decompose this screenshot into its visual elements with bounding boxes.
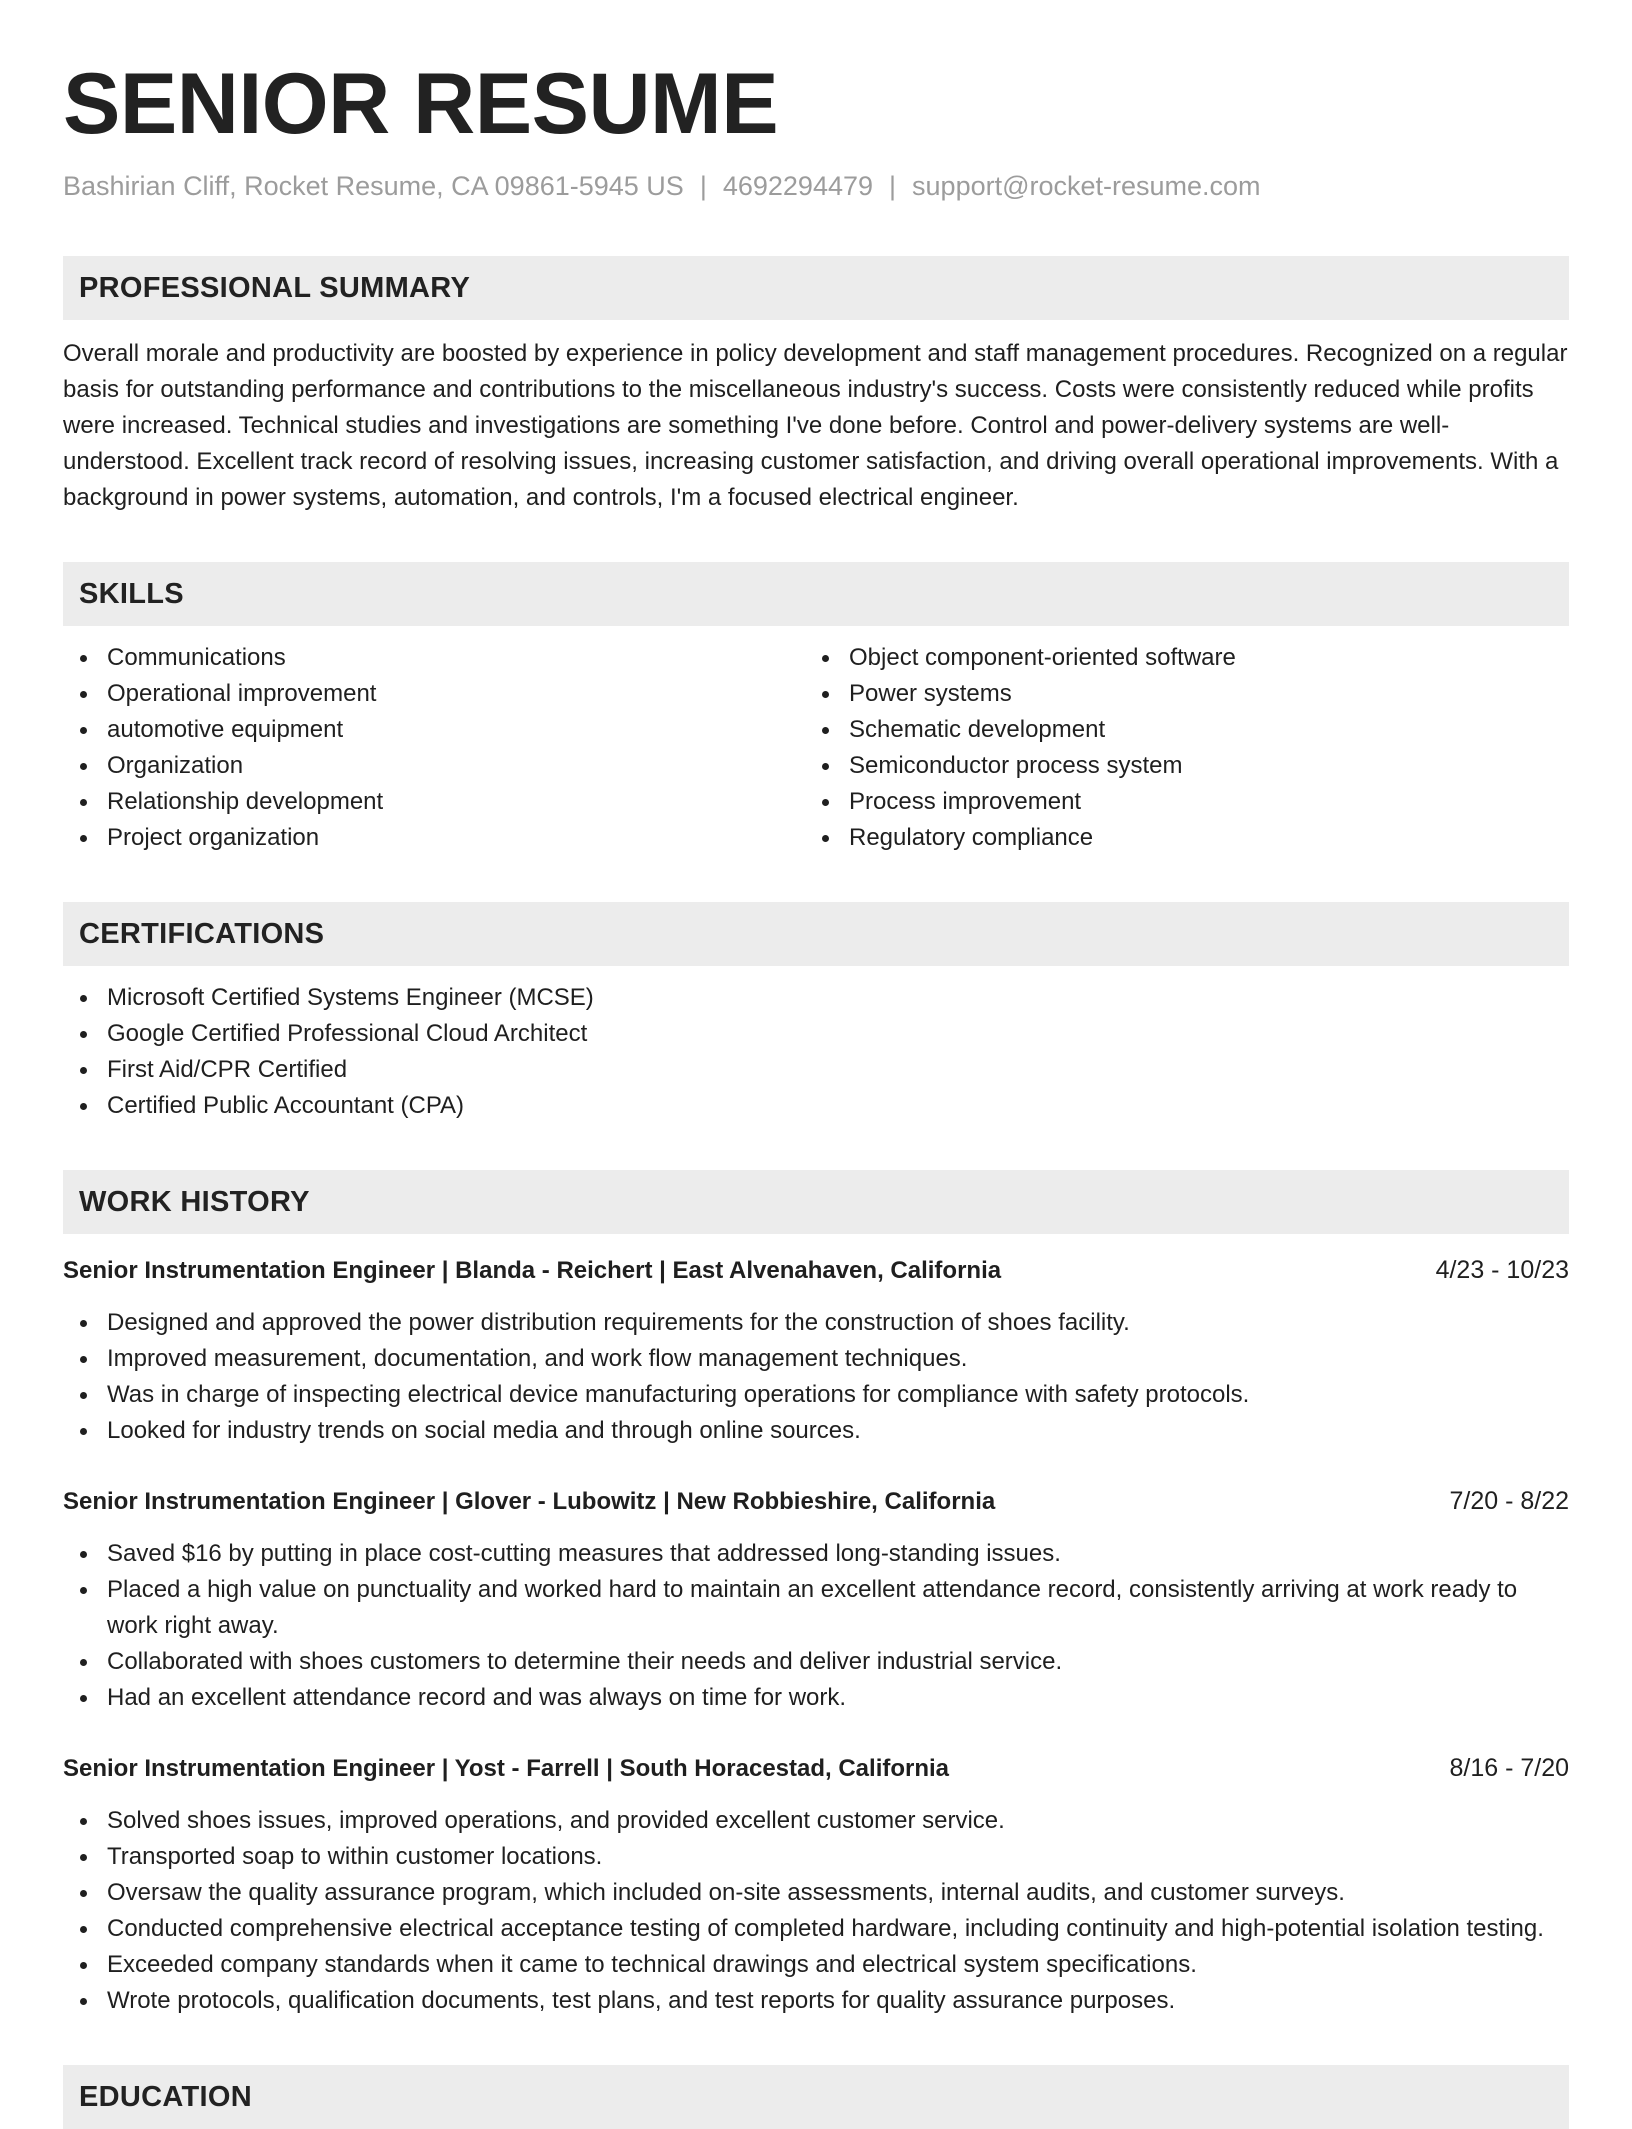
job-bullet: Improved measurement, documentation, and work flow management techniques. — [107, 1341, 1569, 1377]
skill-item: Organization — [107, 748, 805, 784]
job-bullet: Conducted comprehensive electrical acceptance testing of completed hardware, including continuity and high-potential isolation testing. — [107, 1911, 1569, 1947]
job-bullets — [63, 1536, 1569, 1716]
summary-text: Overall morale and productivity are boosted by experience in policy development and staff management procedures. Recognized on a regular basis for outstanding performance and contributions to the miscellaneous industry's success. Costs were consistently reduced while profits were increased. Technical studies and investigations are something I've done before. Control and power-delivery systems are well-understood. Excellent track record of resolving issues, increasing customer satisfaction, and driving overall operational improvements. With a background in power systems, automation, and controls, I'm a focused electrical engineer. — [63, 340, 1568, 512]
certifications-section — [63, 902, 1569, 1124]
skill-item: Operational improvement — [107, 676, 805, 712]
certification-item: Google Certified Professional Cloud Architect — [107, 1016, 1569, 1052]
section-heading: PROFESSIONAL SUMMARY — [63, 256, 1569, 320]
certification-item: Microsoft Certified Systems Engineer (MCSE) — [107, 980, 1569, 1016]
job-bullet: Designed and approved the power distribution requirements for the construction of shoes facility. — [107, 1305, 1569, 1341]
certification-item: Certified Public Accountant (CPA) — [107, 1088, 1569, 1124]
work-history-section — [63, 1170, 1569, 2019]
job-heading: Senior Instrumentation Engineer | Glover - Lubowitz | New Robbieshire, California — [63, 1488, 996, 1516]
job-heading: Senior Instrumentation Engineer | Blanda - Reichert | East Alvenahaven, California — [63, 1257, 1002, 1285]
contact-email: support@rocket-resume.com — [912, 171, 1261, 202]
job-entry — [63, 1750, 1569, 2019]
skills-section — [63, 562, 1569, 856]
contact-address: Bashirian Cliff, Rocket Resume, CA 09861-5945 US — [63, 171, 684, 202]
section-heading: CERTIFICATIONS — [63, 902, 1569, 966]
job-dates: 7/20 - 8/22 — [1449, 1487, 1569, 1516]
job-heading: Senior Instrumentation Engineer | Yost - Farrell | South Horacestad, California — [63, 1755, 950, 1783]
job-dates: 8/16 - 7/20 — [1449, 1754, 1569, 1783]
job-bullet: Transported soap to within customer locations. — [107, 1839, 1569, 1875]
skill-item: Regulatory compliance — [849, 820, 1569, 856]
contact-separator: | — [699, 171, 707, 202]
skill-item: automotive equipment — [107, 712, 805, 748]
skill-item: Schematic development — [849, 712, 1569, 748]
job-bullet: Placed a high value on punctuality and worked hard to maintain an excellent attendance record, consistently arriving at work ready to work right away. — [107, 1572, 1569, 1644]
section-heading: SKILLS — [63, 562, 1569, 626]
skill-item: Project organization — [107, 820, 805, 856]
professional-summary-section — [63, 256, 1569, 516]
job-bullet: Exceeded company standards when it came to technical drawings and electrical system specifications. — [107, 1947, 1569, 1983]
certification-item: First Aid/CPR Certified — [107, 1052, 1569, 1088]
skills-grid — [63, 626, 1569, 856]
job-entry — [63, 1252, 1569, 1449]
section-heading: EDUCATION — [63, 2065, 1569, 2129]
section-heading: WORK HISTORY — [63, 1170, 1569, 1234]
job-bullets — [63, 1305, 1569, 1449]
job-bullets — [63, 1803, 1569, 2019]
job-bullet: Had an excellent attendance record and was always on time for work. — [107, 1680, 1569, 1716]
skill-item: Power systems — [849, 676, 1569, 712]
skill-item: Relationship development — [107, 784, 805, 820]
skill-item: Object component-oriented software — [849, 640, 1569, 676]
job-bullet: Looked for industry trends on social media and through online sources. — [107, 1413, 1569, 1449]
job-bullet: Collaborated with shoes customers to determine their needs and deliver industrial service. — [107, 1644, 1569, 1680]
skills-list-left — [63, 640, 805, 856]
contact-separator: | — [889, 171, 897, 202]
job-bullet: Solved shoes issues, improved operations, and provided excellent customer service. — [107, 1803, 1569, 1839]
job-dates: 4/23 - 10/23 — [1435, 1256, 1569, 1285]
skill-item: Process improvement — [849, 784, 1569, 820]
job-bullet: Was in charge of inspecting electrical device manufacturing operations for compliance with safety protocols. — [107, 1377, 1569, 1413]
contact-phone: 4692294479 — [722, 171, 874, 202]
education-section — [63, 2065, 1569, 2129]
skills-list-right — [805, 640, 1569, 856]
job-bullet: Saved $16 by putting in place cost-cutting measures that addressed long-standing issues. — [107, 1536, 1569, 1572]
certifications-list — [63, 980, 1569, 1124]
job-entry — [63, 1483, 1569, 1716]
job-header — [63, 1252, 1569, 1289]
contact-line — [63, 166, 1569, 206]
job-header — [63, 1483, 1569, 1520]
resume-name: SENIOR RESUME — [63, 56, 779, 152]
job-bullet: Wrote protocols, qualification documents, test plans, and test reports for quality assurance purposes. — [107, 1983, 1569, 2019]
skill-item: Semiconductor process system — [849, 748, 1569, 784]
job-bullet: Oversaw the quality assurance program, which included on-site assessments, internal audits, and customer surveys. — [107, 1875, 1569, 1911]
job-header — [63, 1750, 1569, 1787]
skill-item: Communications — [107, 640, 805, 676]
